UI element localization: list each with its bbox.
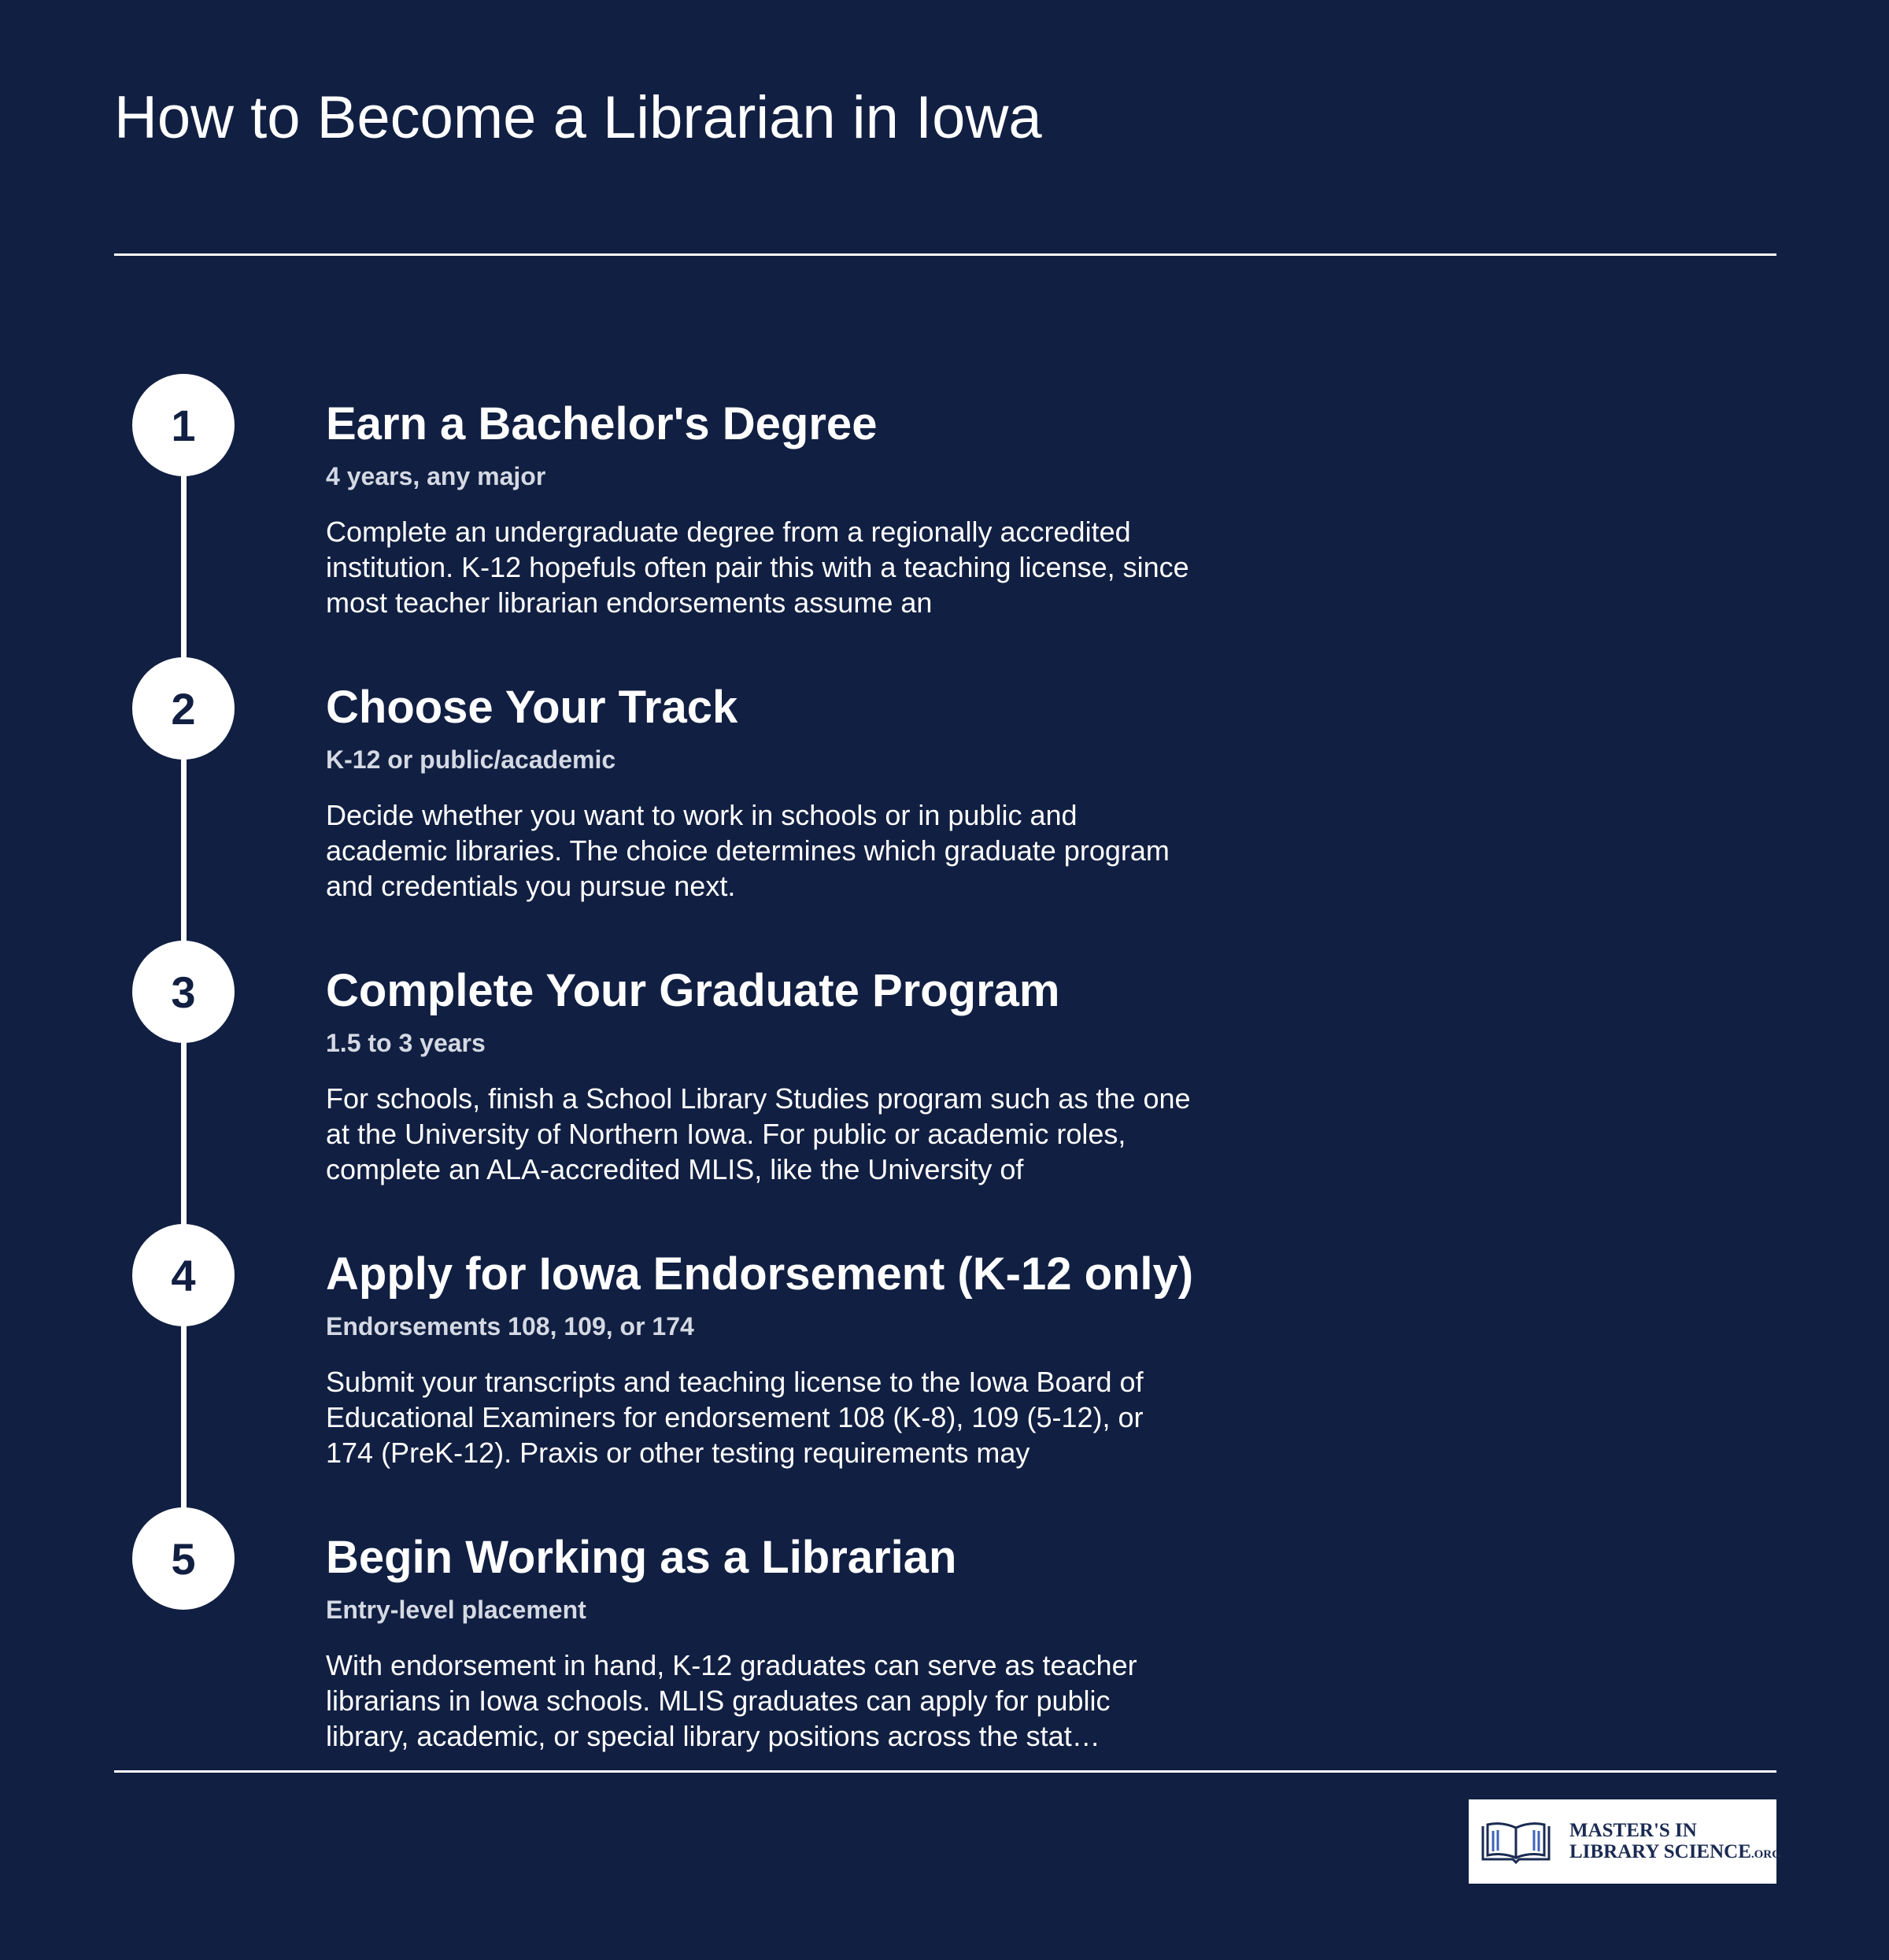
logo-wordmark: [1569, 1821, 1781, 1862]
logo-line-2: [1569, 1842, 1781, 1862]
step-description: Complete an undergraduate degree from a regionally accredited institution. K-12 hopefuls often pair this with a teaching license, since most teacher librarian endorsements assume an: [326, 516, 1189, 619]
page-title: How to Become a Librarian in Iowa: [114, 84, 1042, 151]
step-4: [0, 1224, 1889, 1476]
step-number-badge: 4: [132, 1224, 235, 1326]
brand-logo: [1469, 1799, 1781, 1884]
logo-line-1: MASTER'S IN: [1569, 1820, 1697, 1842]
step-title: Apply for Iowa Endorsement (K-12 only): [326, 1248, 1194, 1300]
step-subtitle: Entry-level placement: [326, 1596, 586, 1624]
step-title: Choose Your Track: [326, 682, 738, 733]
step-description: Decide whether you want to work in schools or in public and academic libraries. The choice determines which graduate program and credentials you pursue next.: [326, 799, 1170, 902]
step-description: For schools, finish a School Library Studies program such as the one at the University of Northern Iowa. For public or academic roles, complete an ALA-accredited MLIS, like the University of: [326, 1082, 1191, 1185]
step-number-badge: 2: [132, 657, 235, 760]
step-subtitle: Endorsements 108, 109, or 174: [326, 1312, 694, 1341]
step-title: Complete Your Graduate Program: [326, 965, 1060, 1016]
step-1: [0, 374, 1889, 626]
step-title: Earn a Bachelor's Degree: [326, 398, 878, 449]
step-number-badge: 3: [132, 941, 235, 1043]
step-2: [0, 657, 1889, 909]
open-book-icon: [1480, 1818, 1552, 1866]
top-divider: [114, 253, 1776, 256]
step-description: Submit your transcripts and teaching license to the Iowa Board of Educational Examiners for endorsement 108 (K-8), 109 (5-12), or 174 (PreK-12). Praxis or other testing requirements may: [326, 1366, 1144, 1469]
step-description: With endorsement in hand, K-12 graduates can serve as teacher librarians in Iowa schools. MLIS graduates can apply for public library, academic, or special library positions across the stat…: [326, 1649, 1137, 1752]
step-5: [0, 1507, 1889, 1759]
step-subtitle: 4 years, any major: [326, 462, 546, 490]
step-subtitle: K-12 or public/academic: [326, 745, 616, 774]
step-3: [0, 941, 1889, 1193]
bottom-divider: [114, 1770, 1776, 1773]
step-subtitle: 1.5 to 3 years: [326, 1029, 486, 1057]
logo-suffix: .ORG: [1750, 1847, 1781, 1861]
logo-line-2-text: LIBRARY SCIENCE: [1569, 1840, 1751, 1862]
step-number-badge: 5: [132, 1507, 235, 1610]
step-number-badge: 1: [132, 374, 235, 476]
step-title: Begin Working as a Librarian: [326, 1532, 957, 1583]
